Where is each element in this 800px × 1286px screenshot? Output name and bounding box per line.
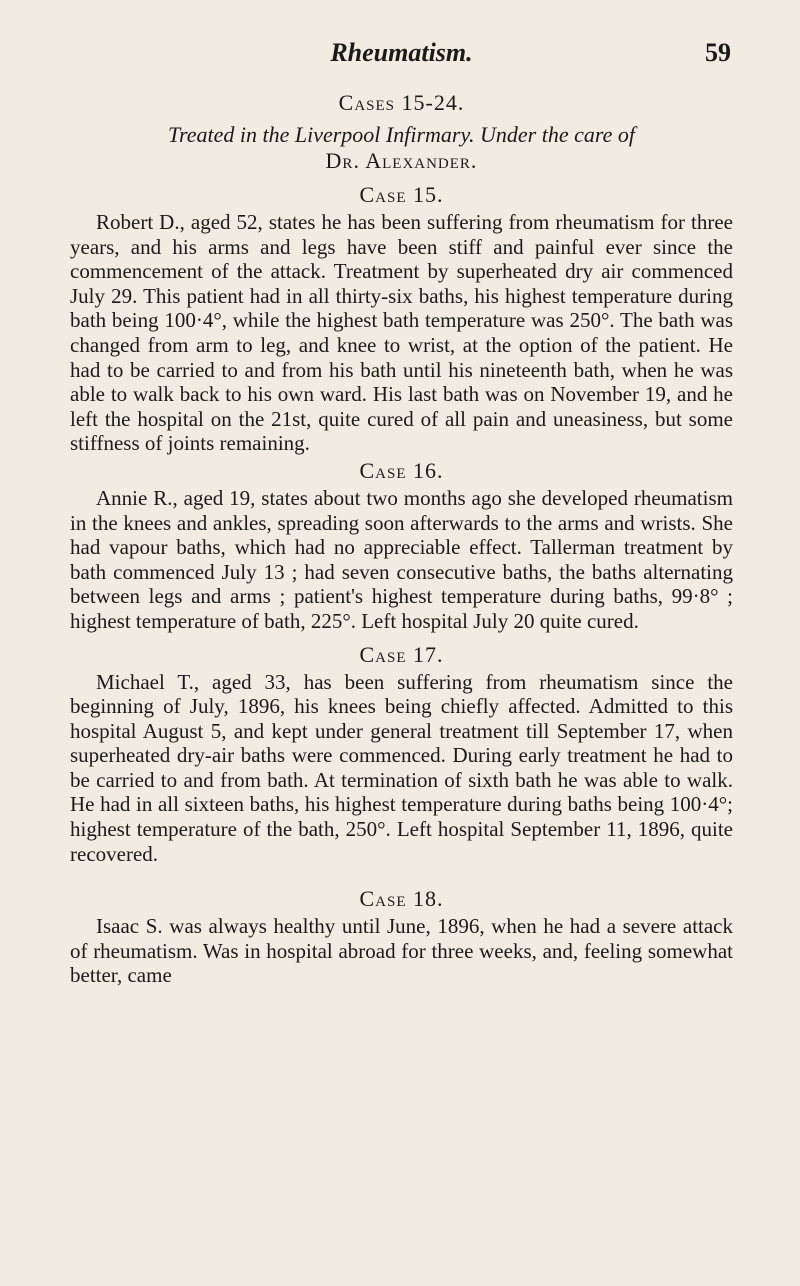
- case-paragraph: Robert D., aged 52, states he has been suffering from rheumatism for three years, and his arms and legs have been stiff and painful ever since the commencement of the attack. Treatment by superheated dry air commenced July 29. This patient had in all thirty-six baths, his highest temperature during bath being 100·4°, while the highest bath temperature was 250°. The bath was changed from arm to leg, and knee to wrist, at the option of the patient. He had to be carried to and from his bath until his nineteenth bath, when he was able to walk back to his own ward. His last bath was on November 19, and he left the hospital on the 21st, quite cured of all pain and uneasiness, but some stiffness of joints remaining.: [70, 210, 733, 456]
- running-head: [70, 30, 733, 70]
- case-16: [70, 458, 733, 634]
- running-title: Rheumatism.: [330, 38, 473, 67]
- case-17: [70, 642, 733, 867]
- section-subtitle: [70, 122, 733, 174]
- case-18: [70, 886, 733, 988]
- book-page: [70, 30, 733, 988]
- case-heading: Case 18.: [359, 886, 444, 912]
- subtitle-line-2: Dr. Alexander.: [325, 148, 478, 173]
- case-heading: Case 17.: [359, 641, 444, 667]
- case-paragraph: Annie R., aged 19, states about two months ago she developed rheumatism in the knees and ankles, spreading soon afterwards to the arms and wrists. She had vapour baths, which had no appreciable effect. Tallerman treatment by bath commenced July 13 ; had seven consecutive baths, the baths alternating between legs and arms ; patient's highest temperature during baths, 99·8° ; highest temperature of bath, 225°. Left hospital July 20 quite cured.: [70, 485, 733, 633]
- case-paragraph: Michael T., aged 33, has been suffering from rheumatism since the beginning of July, 1896, his knees being chiefly affected. Admitted to this hospital August 5, and kept under general treatment till September 17, when superheated dry-air baths were commenced. During early treatment he had to be carried to and from bath. At termination of sixth bath he was able to walk. He had in all sixteen baths, his highest temperature during baths being 100·4°; highest temperature of the bath, 250°. Left hospital September 11, 1896, quite recovered.: [70, 669, 733, 866]
- subtitle-line-1: Treated in the Liverpool Infirmary. Under the care of: [167, 122, 636, 147]
- page-number: 59: [705, 38, 731, 67]
- case-15: [70, 182, 733, 456]
- section-heading: Cases 15-24.: [338, 90, 465, 115]
- case-heading: Case 16.: [359, 457, 444, 483]
- case-paragraph: Isaac S. was always healthy until June, 1896, when he had a severe attack of rheumatism. Was in hospital abroad for three weeks, and, feeling somewhat better, came: [70, 914, 733, 988]
- case-heading: Case 15.: [359, 182, 444, 207]
